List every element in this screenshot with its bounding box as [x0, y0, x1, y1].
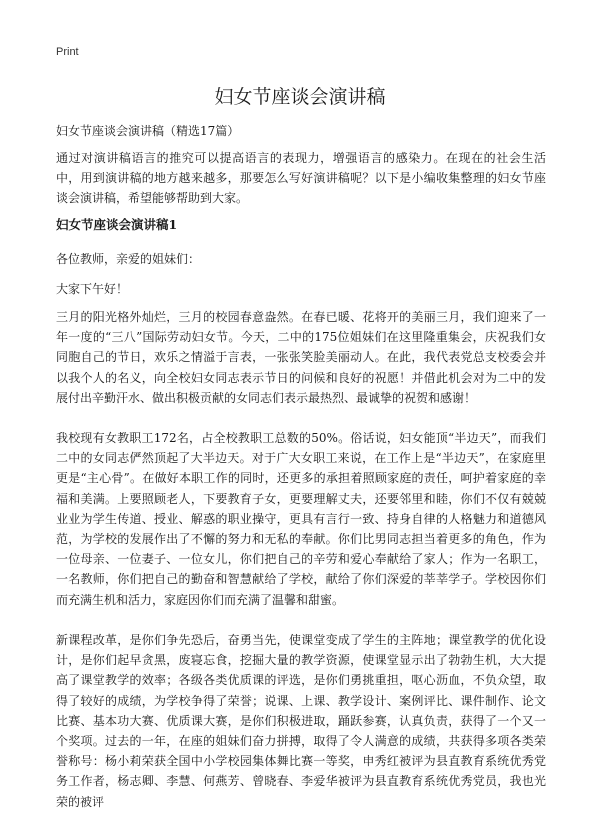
intro-paragraph: 通过对演讲稿语言的推究可以提高语言的表现力，增强语言的感染力。在现在的社会生活中，用到演讲稿的地方越来越多，那要怎么写好演讲稿呢？以下是小编收集整理的妇女节座谈会演讲稿，希望能够帮助到大家。 [56, 151, 546, 206]
greeting-line: 各位教师，亲爱的姐妹们： [56, 252, 201, 266]
body-paragraph-2: 我校现有女教职工172名，占全校教职工总数的50%。俗话说，妇女能顶“半边天”，而我们二中的女同志俨然顶起了大半边天。对于广大女职工来说，在工作上是“半边天”，在家庭里更是“主心骨”。在做好本职工作的同时，还更多的承担着照顾家庭的责任，呵护着家庭的幸福和美满。上要照顾老人，下要教育子女，更要理解丈夫，还要邻里和睦，你们不仅有兢兢业业为学生传道、授业、解惑的职业操守，更具有言行一致、持身自律的人格魅力和道德风范，为学校的发展作出了不懈的努力和无私的奉献。你们比男同志担当着更多的角色，作为一位母亲、一位妻子、一位女儿，你们把自己的辛劳和爱心奉献给了家人；作为一名职工，一名教师，你们把自己的勤奋和智慧献给了学校，献给了你们深爱的莘莘学子。学校因你们而充满生机和活力，家庭因你们而充满了温馨和甜蜜。 [56, 431, 546, 607]
document-subtitle: 妇女节座谈会演讲稿（精选17篇） [56, 124, 240, 138]
section-heading: 妇女节座谈会演讲稿1 [56, 217, 178, 232]
body-paragraph-1: 三月的阳光格外灿烂，三月的校园春意盎然。在春已暖、花将开的美丽三月，我们迎来了一年一度的“三八”国际劳动妇女节。今天，二中的175位姐妹们在这里隆重集会，庆祝我们女同胞自己的节日，欢乐之情溢于言表，一张张笑脸美丽动人。在此，我代表党总支校委会并以我个人的名义，向全校妇女同志表示节日的问候和良好的祝愿！并借此机会对为二中的发展付出辛勤汗水、做出积极贡献的女同志们表示最热烈、最诚挚的祝贺和感谢！ [56, 310, 546, 405]
page-title: 妇女节座谈会演讲稿 [214, 86, 386, 108]
salutation-line: 大家下午好！ [56, 282, 129, 296]
print-link[interactable]: Print [56, 46, 79, 58]
body-paragraph-3: 新课程改革，是你们争先恐后，奋勇当先，使课堂变成了学生的主阵地；课堂教学的优化设计，是你们起早贪黑，废寝忘食，挖掘大量的教学资源，使课堂显示出了勃勃生机，大大提高了课堂教学的效率；各级各类优质课的评选，是你们勇挑重担，呕心沥血，不负众望，取得了较好的成绩，为学校争得了荣誉；说课、上课、教学设计、案例评比、课件制作、论文比赛、基本功大赛、优质课大赛，是你们积极进取，踊跃参赛，认真负责，获得了一个又一个奖项。过去的一年，在座的姐妹们奋力拼搏，取得了令人满意的成绩，共获得多项各类荣誉称号：杨小莉荣获全国中小学校园集体舞比赛一等奖，申秀红被评为县直教育系统优秀党务工作者，杨志卿、李慧、何燕芳、曾晓春、李爱华被评为县直教育系统优秀党员，我也光荣的被评 [56, 633, 546, 809]
